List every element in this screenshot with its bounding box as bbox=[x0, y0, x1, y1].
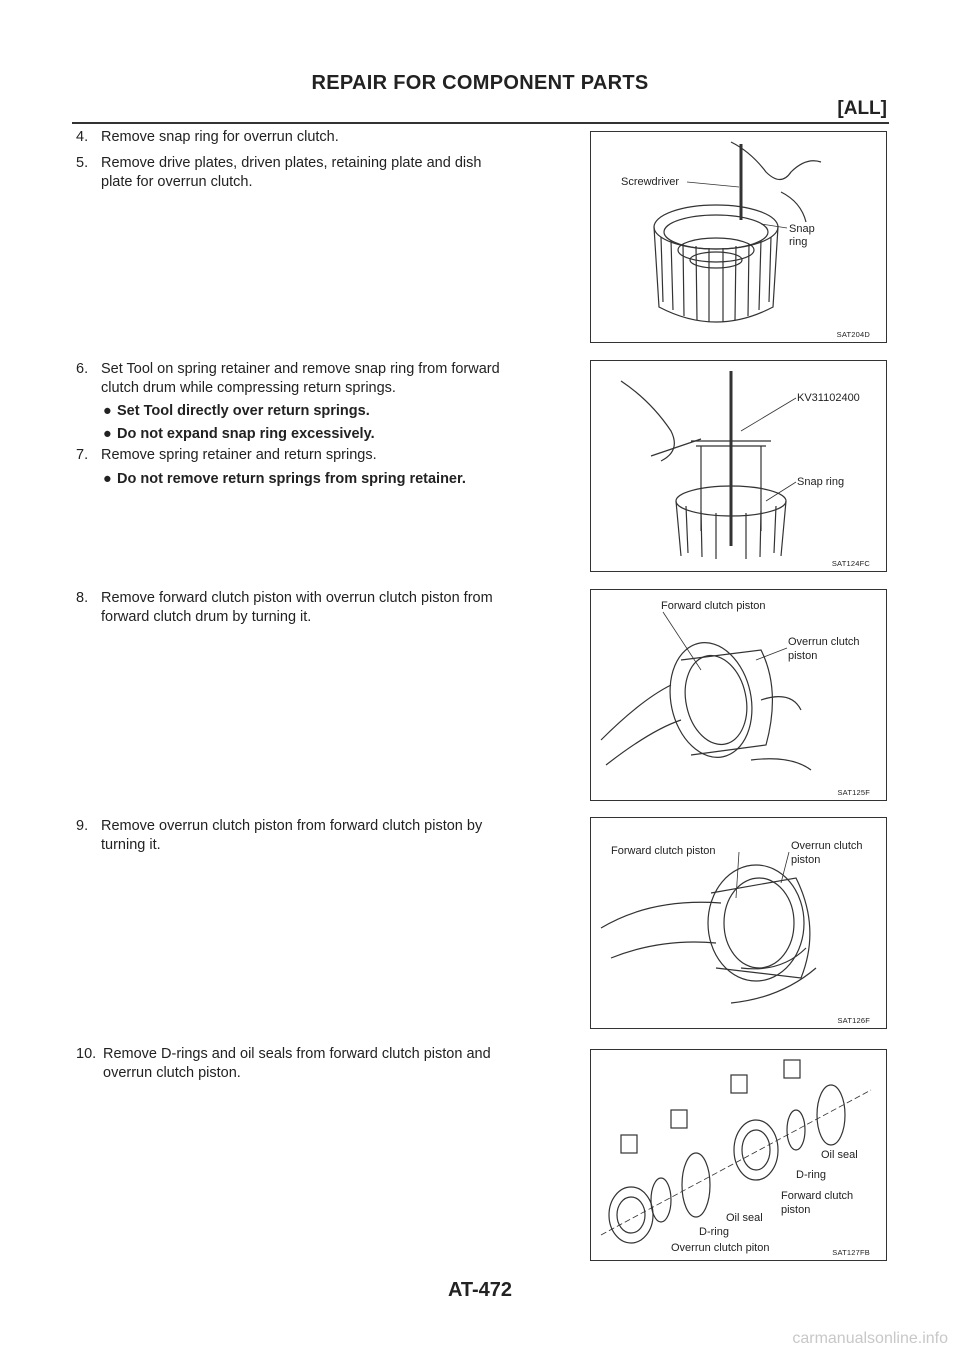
section-tag: [ALL] bbox=[837, 98, 887, 119]
step-8 bbox=[76, 589, 581, 627]
step-text-continued: plate for overrun clutch. bbox=[101, 174, 253, 190]
figure-code: SAT126F bbox=[837, 1016, 870, 1025]
step-4 bbox=[76, 128, 581, 147]
label-oil-seal-upper: Oil seal bbox=[821, 1149, 858, 1161]
page-number: AT-472 bbox=[447, 1279, 513, 1301]
step-number: 10. bbox=[76, 1046, 97, 1062]
step-10 bbox=[76, 1045, 581, 1083]
label-screwdriver: Screwdriver bbox=[621, 176, 680, 188]
step-text: Remove forward clutch piston with overrun clutch piston from bbox=[101, 590, 493, 606]
step-7 bbox=[76, 446, 581, 465]
step-text-continued: turning it. bbox=[101, 837, 161, 853]
figure-overrun-clutch-piston bbox=[590, 817, 887, 1029]
label-snap-ring: Snap ring bbox=[797, 476, 845, 488]
step-number: 9. bbox=[76, 818, 89, 834]
figure-d-rings-oil-seals bbox=[590, 1049, 887, 1261]
bullet-text: Do not remove return springs from spring retainer. bbox=[117, 471, 466, 487]
label-overrun-clutch: Overrun clutch bbox=[788, 636, 860, 648]
forward-clutch-piston-illustration bbox=[591, 590, 886, 800]
step-text-continued: overrun clutch piston. bbox=[103, 1065, 241, 1081]
step-number: 6. bbox=[76, 361, 89, 377]
figure-code: SAT124FC bbox=[831, 559, 870, 568]
step-text: Remove snap ring for overrun clutch. bbox=[101, 129, 339, 145]
label-forward-clutch: Forward clutch bbox=[781, 1190, 854, 1202]
header-divider bbox=[72, 122, 889, 124]
step-text: Set Tool on spring retainer and remove snap ring from forward bbox=[101, 361, 500, 377]
figure-snap-ring-removal bbox=[590, 131, 887, 343]
overrun-clutch-piston-illustration bbox=[591, 818, 886, 1028]
step-6 bbox=[76, 360, 581, 398]
label-oil-seal-lower: Oil seal bbox=[726, 1212, 763, 1224]
label-piston: piston bbox=[781, 1204, 811, 1216]
watermark: carmanualsonline.info bbox=[792, 1330, 948, 1347]
step-text-continued: clutch drum while compressing return springs. bbox=[101, 380, 396, 396]
bullet-icon: ● bbox=[103, 403, 112, 419]
label-d-ring-upper: D-ring bbox=[796, 1169, 826, 1181]
label-tool-number: KV31102400 bbox=[797, 392, 860, 404]
spring-compressor-illustration bbox=[591, 361, 886, 571]
step-number: 7. bbox=[76, 447, 89, 463]
step-text-continued: forward clutch drum by turning it. bbox=[101, 609, 312, 625]
label-overrun-clutch-piton: Overrun clutch piton bbox=[671, 1242, 770, 1254]
step-number: 4. bbox=[76, 129, 89, 145]
step-9 bbox=[76, 817, 581, 855]
label-ring: ring bbox=[789, 236, 808, 248]
figure-code: SAT127FB bbox=[832, 1248, 870, 1257]
step-text: Remove overrun clutch piston from forward clutch piston by bbox=[101, 818, 483, 834]
figure-code: SAT204D bbox=[836, 330, 870, 339]
label-piston: piston bbox=[791, 854, 821, 866]
figure-spring-compressor bbox=[590, 360, 887, 572]
bullet-text: Set Tool directly over return springs. bbox=[117, 403, 370, 419]
bullet-text: Do not expand snap ring excessively. bbox=[117, 426, 375, 442]
label-forward-clutch-piston: Forward clutch piston bbox=[661, 600, 766, 612]
bullet-icon: ● bbox=[103, 471, 112, 487]
label-forward-clutch-piston: Forward clutch piston bbox=[611, 845, 716, 857]
step-number: 5. bbox=[76, 155, 89, 171]
caution-bullet bbox=[103, 425, 375, 444]
snap-ring-illustration bbox=[591, 132, 886, 342]
step-number: 8. bbox=[76, 590, 89, 606]
step-text: Remove spring retainer and return springs. bbox=[101, 447, 377, 463]
page-title: REPAIR FOR COMPONENT PARTS bbox=[311, 72, 649, 94]
label-d-ring-lower: D-ring bbox=[699, 1226, 729, 1238]
label-piston: piston bbox=[788, 650, 818, 662]
label-overrun-clutch: Overrun clutch bbox=[791, 840, 863, 852]
caution-bullet bbox=[103, 402, 370, 421]
caution-bullet bbox=[103, 470, 466, 489]
bullet-icon: ● bbox=[103, 426, 112, 442]
label-snap: Snap bbox=[789, 223, 815, 235]
figure-code: SAT125F bbox=[837, 788, 870, 797]
d-rings-oil-seals-illustration bbox=[591, 1050, 886, 1260]
step-5 bbox=[76, 154, 581, 192]
figure-forward-clutch-piston bbox=[590, 589, 887, 801]
step-text: Remove D-rings and oil seals from forward clutch piston and bbox=[103, 1046, 491, 1062]
step-text: Remove drive plates, driven plates, retaining plate and dish bbox=[101, 155, 482, 171]
